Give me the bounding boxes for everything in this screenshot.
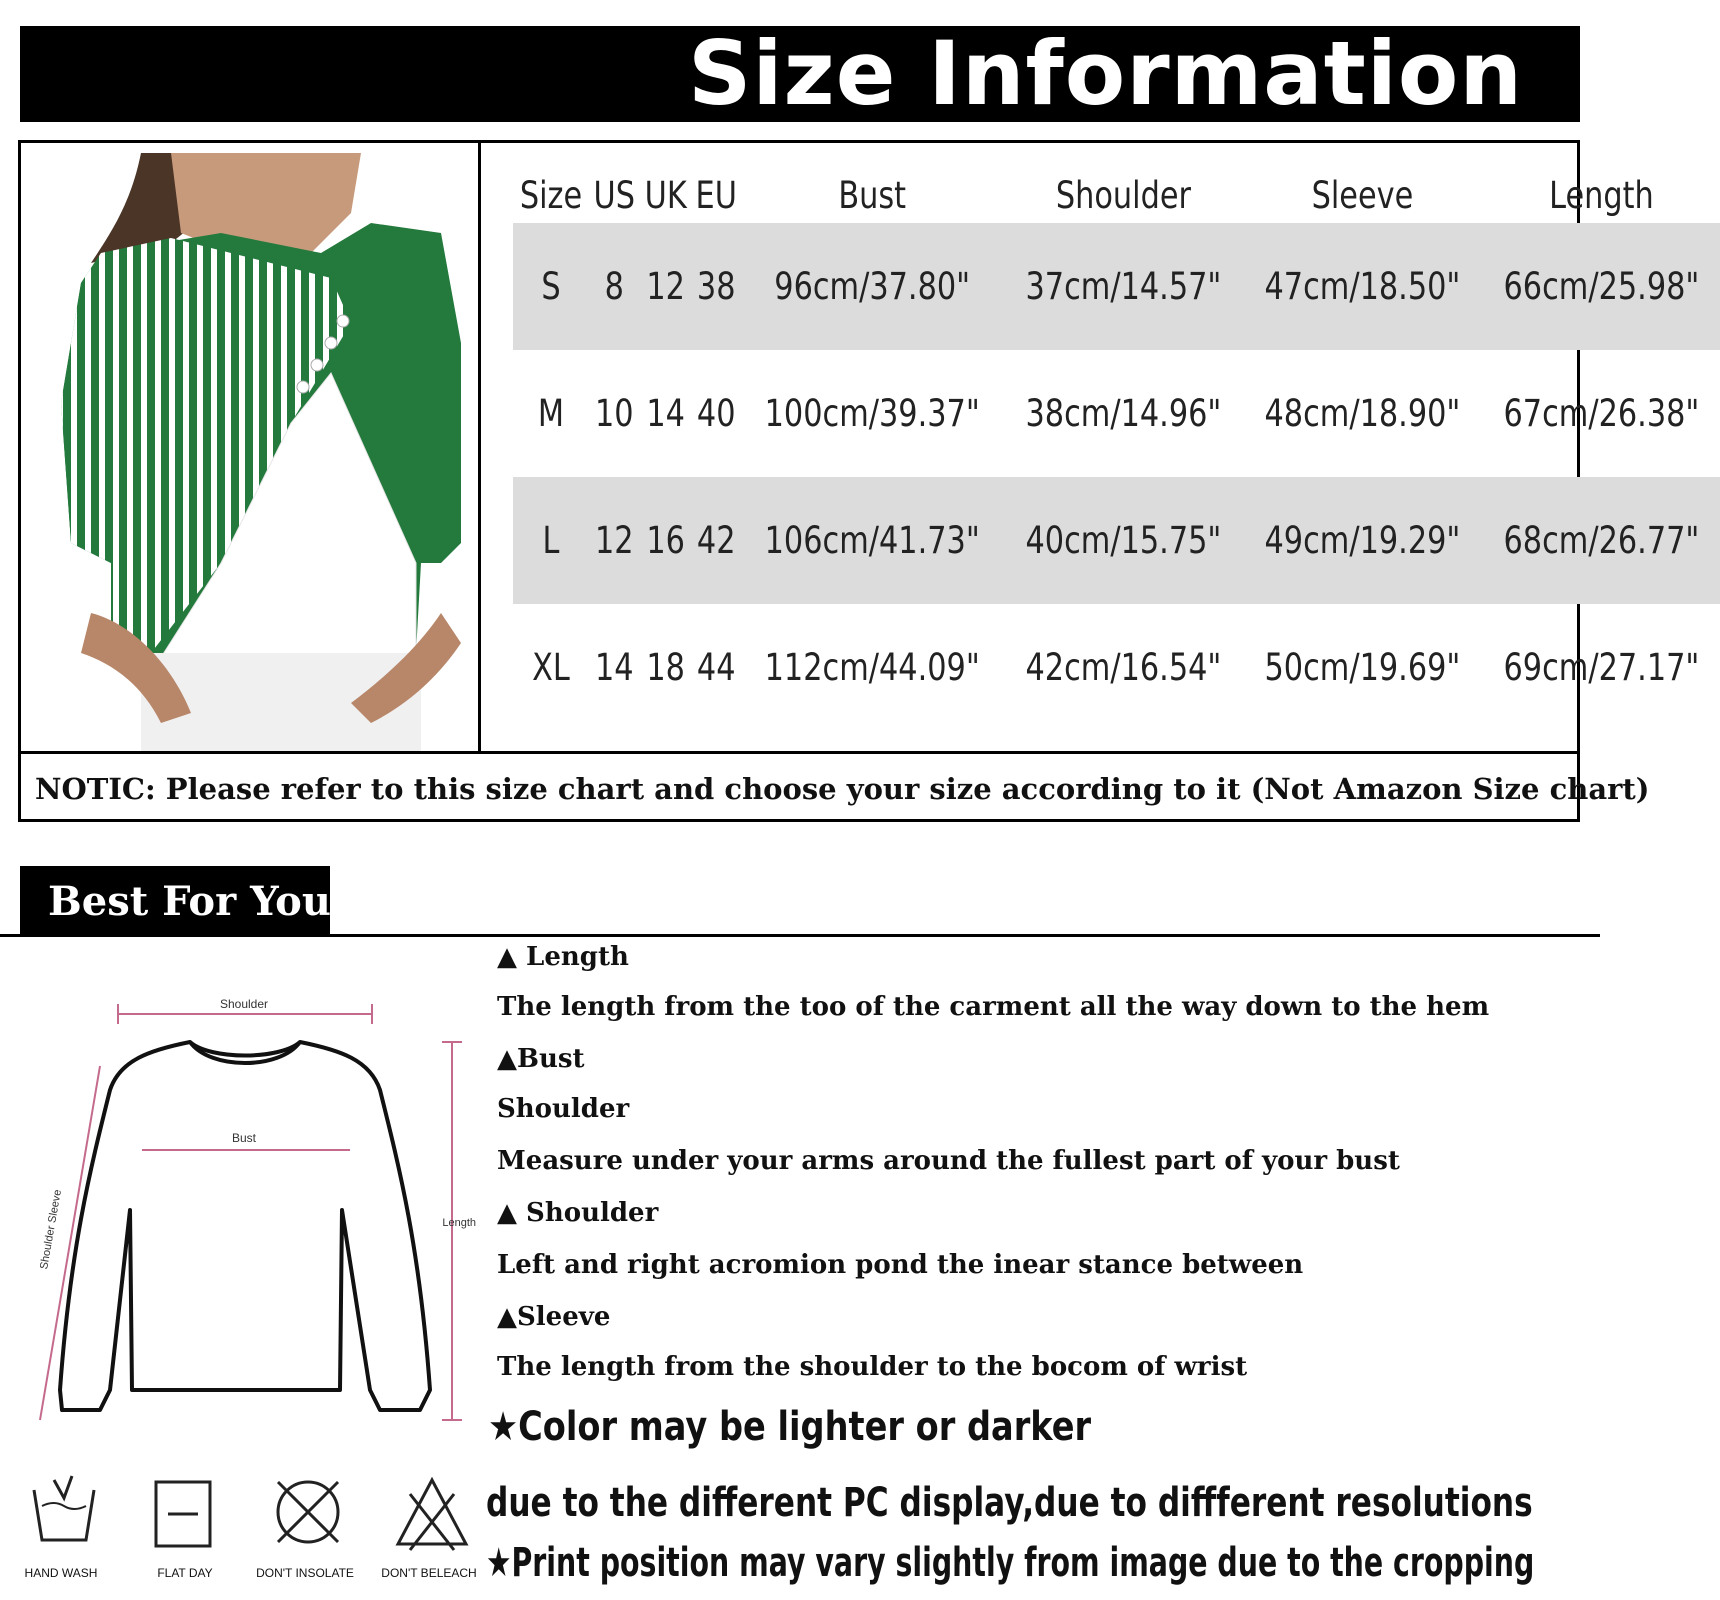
cell-sleeve: 49cm/19.29" [1264,477,1460,604]
cell-uk: 18 [645,646,685,689]
measure-shoulder-desc: Left and right acromion pond the inear stance between [497,1250,1304,1280]
header-shoulder: Shoulder [1055,173,1191,217]
table-row [513,223,1720,350]
title-bar [20,22,1580,125]
cell-shoulder: 38cm/14.96" [1025,392,1222,435]
cell-size: M [537,392,565,435]
page-title: Size Information [688,22,1524,125]
cell-eu: 44 [696,646,736,689]
size-table-panel [481,143,1699,751]
cell-bust: 100cm/39.37" [764,392,981,435]
sweater-diagram [0,970,480,1440]
cell-length: 69cm/27.17" [1503,646,1699,689]
cell-sleeve: 50cm/19.69" [1264,646,1461,689]
table-row [513,350,1720,477]
note-print: ★Print position may vary slightly from image due to the cropping [486,1540,1535,1586]
size-table [513,167,1720,731]
care-flat-dry: FLAT DAY [157,1566,213,1580]
care-dont-insolate: DON'T INSOLATE [256,1566,354,1580]
diagram-shoulder-label: Shoulder [219,997,269,1011]
cell-size: L [520,477,582,604]
cell-size: XL [532,646,570,689]
cell-length: 66cm/25.98" [1503,223,1699,350]
flat-dry-icon [150,1476,220,1552]
measure-sleeve-desc: The length from the shoulder to the bocom of wrist [497,1352,1248,1382]
cell-us: 12 [594,477,635,604]
best-for-you-tab [20,866,330,936]
note-color: ★Color may be lighter or darker [488,1404,1092,1450]
cell-sleeve: 48cm/18.90" [1264,392,1461,435]
cell-bust: 112cm/44.09" [764,646,981,689]
best-for-you-heading: Best For You [48,878,331,925]
header-uk: UK [644,173,687,217]
table-header-row [513,167,1720,223]
cell-length: 67cm/26.38" [1503,392,1699,435]
cell-size: S [520,223,582,350]
notice-text: NOTIC: Please refer to this size chart and choose your size according to it (Not Amazon Size chart) [35,772,1650,806]
measure-length-desc: The length from the too of the carment all the way down to the hem [497,992,1490,1022]
cell-eu: 40 [696,392,736,435]
cell-shoulder: 37cm/14.57" [1025,223,1221,350]
measure-bust-sub: Shoulder [497,1094,630,1124]
section-divider [0,934,1600,937]
cell-shoulder: 42cm/16.54" [1025,646,1222,689]
measure-bust-desc: Measure under your arms around the fullest part of your bust [497,1146,1400,1176]
table-row [513,477,1720,604]
cell-eu: 42 [695,477,736,604]
dont-insolate-icon [268,1472,348,1552]
header-size: Size [519,173,583,217]
cell-uk: 14 [645,392,685,435]
header-bust: Bust [838,173,907,217]
dont-bleach-icon [392,1474,472,1554]
note-display: due to the different PC display,due to diffferent resolutions [486,1480,1533,1526]
diagram-shoulder-sleeve-label: Shoulder Sleeve [38,1188,64,1271]
size-chart-box [18,140,1699,822]
cell-uk: 12 [644,223,686,350]
header-length: Length [1548,173,1654,217]
measure-shoulder-heading: ▲ Shoulder [497,1198,659,1228]
cell-us: 8 [594,223,635,350]
product-photo [21,143,481,751]
measure-sleeve-heading: ▲Sleeve [497,1302,611,1332]
care-hand-wash: HAND WASH [24,1566,98,1580]
diagram-length-label: Length [442,1217,476,1229]
care-dont-bleach: DON'T BELEACH [381,1566,477,1580]
notice-row [21,751,1650,819]
table-row [513,604,1720,731]
cell-us: 14 [594,646,634,689]
header-us: US [593,173,635,217]
cell-length: 68cm/26.77" [1503,477,1699,604]
model-shirt-illustration [21,143,478,751]
cell-bust: 96cm/37.80" [765,223,980,350]
cell-sleeve: 47cm/18.50" [1264,223,1460,350]
hand-wash-icon [24,1470,104,1550]
cell-us: 10 [594,392,634,435]
cell-uk: 16 [644,477,686,604]
header-sleeve: Sleeve [1311,173,1413,217]
diagram-bust-label: Bust [231,1131,257,1145]
cell-shoulder: 40cm/15.75" [1025,477,1221,604]
header-eu: EU [695,173,737,217]
cell-bust: 106cm/41.73" [765,477,980,604]
measure-length-heading: ▲ Length [497,942,629,972]
measure-bust-heading: ▲Bust [497,1044,585,1074]
cell-eu: 38 [695,223,736,350]
